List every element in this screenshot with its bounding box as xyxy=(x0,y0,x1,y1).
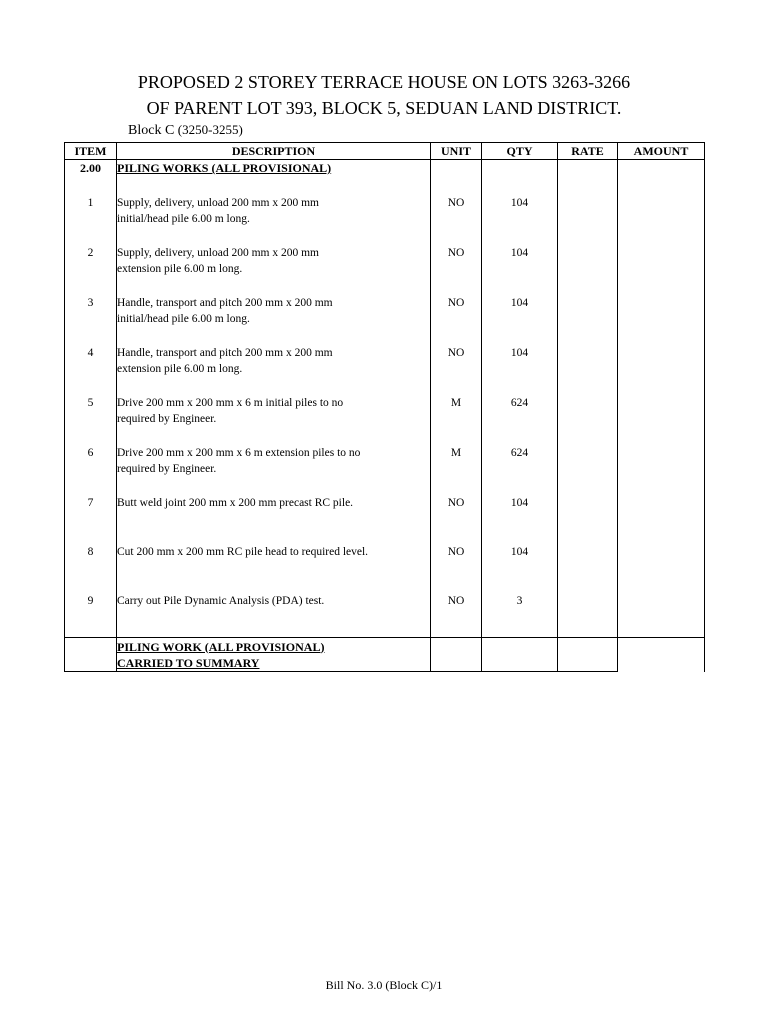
description-line-1: Drive 200 mm x 200 mm x 6 m initial piles to no xyxy=(117,397,344,409)
carried-line-1: PILING WORK (ALL PROVISIONAL) xyxy=(117,639,325,654)
item-number: 3 xyxy=(65,277,117,327)
item-description xyxy=(117,477,431,526)
item-rate xyxy=(558,227,618,277)
block-name: Block C xyxy=(128,123,175,138)
description-line-1: Supply, delivery, unload 200 mm x 200 mm xyxy=(117,197,319,209)
item-qty: 104 xyxy=(482,227,558,277)
document-title-line-1: PROPOSED 2 STOREY TERRACE HOUSE ON LOTS 3263-3266 xyxy=(137,72,631,92)
item-number: 9 xyxy=(65,575,117,624)
table-header-row xyxy=(65,143,705,160)
item-qty: 104 xyxy=(482,477,558,526)
table-row xyxy=(65,427,705,477)
column-header-item: ITEM xyxy=(65,143,117,160)
table-row xyxy=(65,526,705,575)
item-description xyxy=(117,227,431,277)
item-unit: NO xyxy=(431,177,482,227)
item-rate xyxy=(558,327,618,377)
carried-to-summary-row xyxy=(65,638,705,672)
item-number: 5 xyxy=(65,377,117,427)
item-description xyxy=(117,526,431,575)
table-row xyxy=(65,227,705,277)
table-row xyxy=(65,575,705,624)
description-line-1: Carry out Pile Dynamic Analysis (PDA) test. xyxy=(117,595,325,607)
item-amount xyxy=(618,526,705,575)
item-unit: NO xyxy=(431,477,482,526)
item-unit: NO xyxy=(431,227,482,277)
item-amount xyxy=(618,377,705,427)
item-rate xyxy=(558,277,618,327)
description-line-2: initial/head pile 6.00 m long. xyxy=(117,213,250,225)
item-rate xyxy=(558,427,618,477)
item-qty: 104 xyxy=(482,327,558,377)
item-amount xyxy=(618,575,705,624)
description-line-2: required by Engineer. xyxy=(117,463,217,475)
block-label xyxy=(128,122,243,139)
item-qty: 104 xyxy=(482,277,558,327)
item-amount xyxy=(618,327,705,377)
item-number: 6 xyxy=(65,427,117,477)
table-row xyxy=(65,477,705,526)
item-description xyxy=(117,377,431,427)
description-line-1: Supply, delivery, unload 200 mm x 200 mm xyxy=(117,247,319,259)
description-line-1: Handle, transport and pitch 200 mm x 200 mm xyxy=(117,297,333,309)
column-header-unit: UNIT xyxy=(431,143,482,160)
item-unit: M xyxy=(431,427,482,477)
table-row xyxy=(65,177,705,227)
item-qty: 624 xyxy=(482,427,558,477)
section-row xyxy=(65,160,705,178)
table-row xyxy=(65,377,705,427)
item-number: 1 xyxy=(65,177,117,227)
item-amount xyxy=(618,227,705,277)
item-description xyxy=(117,177,431,227)
item-rate xyxy=(558,575,618,624)
amount-cell xyxy=(618,638,705,672)
description-line-2: extension pile 6.00 m long. xyxy=(117,363,243,375)
column-header-amount: AMOUNT xyxy=(618,143,705,160)
item-unit: NO xyxy=(431,575,482,624)
description-line-1: Butt weld joint 200 mm x 200 mm precast RC pile. xyxy=(117,497,354,509)
description-line-2: required by Engineer. xyxy=(117,413,217,425)
item-qty: 104 xyxy=(482,526,558,575)
bill-of-quantities-table xyxy=(64,142,705,672)
item-rate xyxy=(558,477,618,526)
description-line-1: Cut 200 mm x 200 mm RC pile head to required level. xyxy=(117,546,369,558)
table-row xyxy=(65,327,705,377)
item-amount xyxy=(618,477,705,526)
column-header-description: DESCRIPTION xyxy=(117,143,431,160)
table-row xyxy=(65,277,705,327)
item-amount xyxy=(618,427,705,477)
item-description xyxy=(117,427,431,477)
section-title: PILING WORKS (ALL PROVISIONAL) xyxy=(117,161,332,175)
item-qty: 3 xyxy=(482,575,558,624)
column-header-qty: QTY xyxy=(482,143,558,160)
carried-line-2: CARRIED TO SUMMARY xyxy=(117,655,260,670)
spacer-row xyxy=(65,624,705,638)
column-header-rate: RATE xyxy=(558,143,618,160)
item-unit: NO xyxy=(431,277,482,327)
item-number: 8 xyxy=(65,526,117,575)
item-description xyxy=(117,575,431,624)
item-number: 2 xyxy=(65,227,117,277)
page-footer: Bill No. 3.0 (Block C)/1 xyxy=(325,978,443,992)
description-line-2: extension pile 6.00 m long. xyxy=(117,263,243,275)
item-rate xyxy=(558,177,618,227)
item-unit: M xyxy=(431,377,482,427)
item-qty: 104 xyxy=(482,177,558,227)
description-line-1: Handle, transport and pitch 200 mm x 200 mm xyxy=(117,347,333,359)
item-number: 7 xyxy=(65,477,117,526)
section-item-number: 2.00 xyxy=(65,160,117,178)
block-lot-range: (3250-3255) xyxy=(177,122,243,137)
item-number: 4 xyxy=(65,327,117,377)
item-rate xyxy=(558,526,618,575)
item-qty: 624 xyxy=(482,377,558,427)
item-rate xyxy=(558,377,618,427)
item-unit: NO xyxy=(431,526,482,575)
item-amount xyxy=(618,277,705,327)
document-title-line-2: OF PARENT LOT 393, BLOCK 5, SEDUAN LAND DISTRICT. xyxy=(146,98,622,118)
description-line-1: Drive 200 mm x 200 mm x 6 m extension piles to no xyxy=(117,447,361,459)
item-amount xyxy=(618,177,705,227)
item-description xyxy=(117,327,431,377)
description-line-2: initial/head pile 6.00 m long. xyxy=(117,313,250,325)
item-description xyxy=(117,277,431,327)
item-unit: NO xyxy=(431,327,482,377)
